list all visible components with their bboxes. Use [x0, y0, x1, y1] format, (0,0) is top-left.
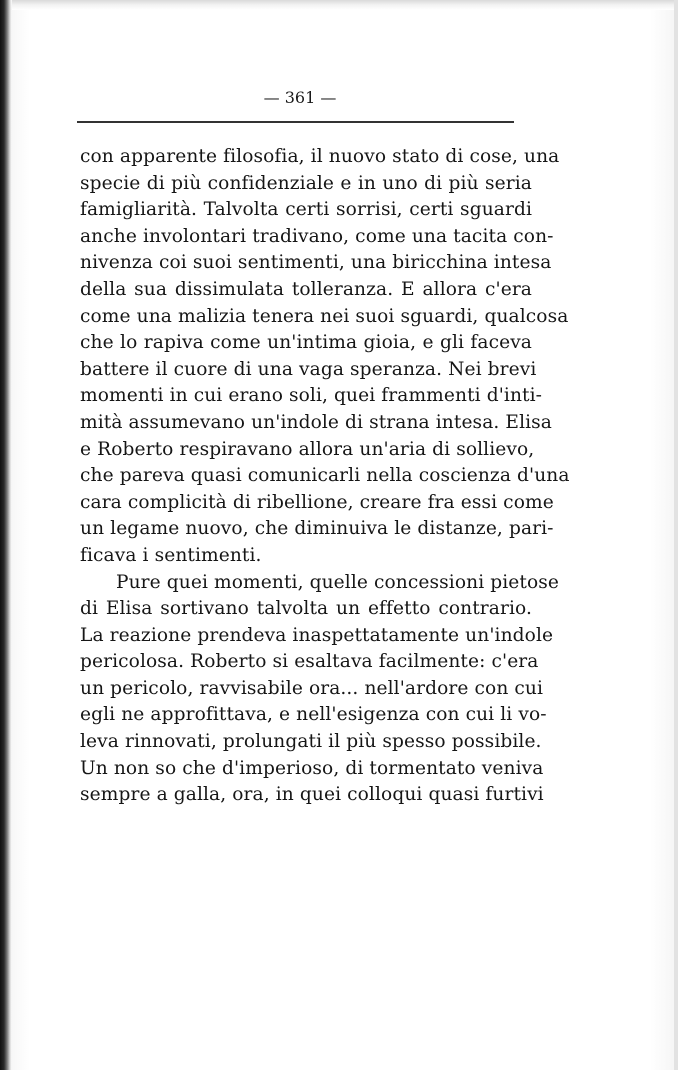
text-line: La reazione prendeva inaspettatamente un'indole — [80, 624, 554, 646]
text-line: che pareva quasi comunicarli nella coscienza d'una — [80, 465, 570, 487]
text-line: con apparente filosofia, il nuovo stato di cose, una — [80, 146, 560, 167]
text-line: momenti in cui erano soli, quei frammenti d'inti- — [80, 385, 543, 407]
text-line: che lo rapiva come un'intima gioia, e gli faceva — [80, 332, 532, 354]
text-line: e Roberto respiravano allora un'aria di sollievo, — [80, 438, 535, 460]
text-line: di Elisa sortivano talvolta un effetto contrario. — [80, 598, 532, 620]
text-line: egli ne approfittava, e nell'esigenza con cui li vo- — [80, 704, 547, 726]
text-line: cara complicità di ribellione, creare fra essi come — [80, 491, 554, 513]
text-line: famigliarità. Talvolta certi sorrisi, certi sguardi — [80, 199, 532, 221]
text-line: sempre a galla, ora, in quei colloqui quasi furtivi — [80, 784, 544, 806]
text-line: un pericolo, ravvisabile ora... nell'ardore con cui — [80, 677, 544, 699]
text-line-paragraph-start: Pure quei momenti, quelle concessioni pietose — [116, 571, 560, 593]
page-right-edge — [674, 0, 678, 1070]
text-line: leva rinnovati, prolungati il più spesso possibile. — [80, 731, 542, 753]
text-line: nivenza coi suoi sentimenti, una biricchina intesa — [80, 252, 552, 274]
text-line: Un non so che d'imperioso, di tormentato veniva — [80, 757, 544, 779]
text-line: della sua dissimulata tolleranza. E allora c'era — [80, 278, 532, 300]
text-line: mità assumevano un'indole di strana intesa. Elisa — [80, 411, 552, 433]
text-line: pericolosa. Roberto si esaltava facilmente: c'era — [80, 651, 539, 673]
text-line: specie di più confidenziale e in uno di più seria — [80, 172, 532, 194]
text-line: un legame nuovo, che diminuiva le distanze, pari- — [80, 518, 554, 540]
text-line: anche involontari tradivano, come una tacita con- — [80, 225, 554, 247]
text-line-paragraph-end: ficava i sentimenti. — [80, 544, 262, 566]
body-text — [80, 144, 570, 809]
page-top-edge — [0, 0, 678, 10]
binding-shadow — [0, 0, 12, 1070]
header-rule — [77, 121, 514, 123]
text-line: come una malizia tenera nei suoi sguardi, qualcosa — [80, 305, 569, 327]
text-line: battere il cuore di una vaga speranza. Nei brevi — [80, 358, 537, 380]
page-number: — 361 — — [263, 88, 337, 107]
